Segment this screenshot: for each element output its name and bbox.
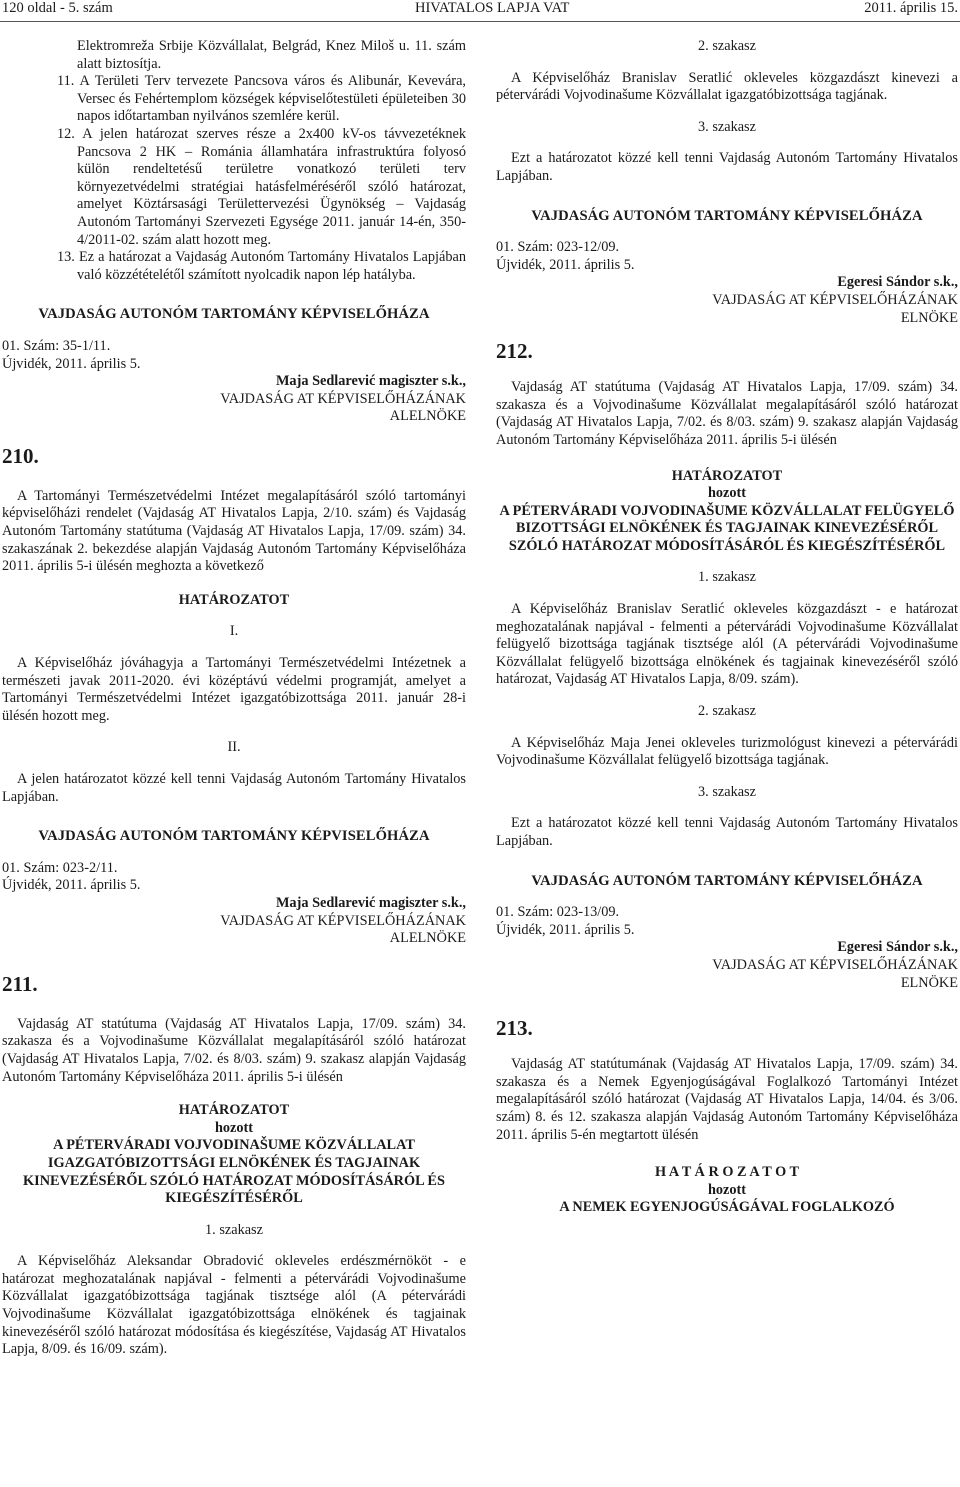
- signatory-title: VAJDASÁG AT KÉPVISELŐHÁZÁNAK: [220, 390, 466, 407]
- left-column: [2, 38, 466, 1359]
- decision-heading: HATÁROZATOT: [178, 1102, 290, 1119]
- continued-text: Elektromreža Srbije Közvállalat, Belgrád, Knez Miloš u. 11. szám alatt biztosítja.: [77, 38, 466, 72]
- item-number: 11.: [57, 73, 75, 90]
- reference-date: Újvidék, 2011. április 5.: [2, 355, 141, 372]
- document-number: 212.: [496, 339, 533, 364]
- decision-hozott: hozott: [707, 485, 747, 502]
- item-text: A jelen határozat szerves része a 2x400 kV-os távvezetéknek Pancsova 2 HK – Románia államhatára infrastruktúra folyosó külön rendeltetésű területre vonatkozó területi terv környezetvédelmi stratégiai hatásfelméréséről szóló határozat, amelyet Köztársasági Területtervezési Ügynökség – Vajdaság Autonóm Tartományi Szervezeti Egysége 2011. január 14-én, 350-4/2011-02. szám alatt hozott meg.: [77, 125, 466, 248]
- authority-heading: VAJDASÁG AUTONÓM TARTOMÁNY KÉPVISELŐHÁZA: [38, 828, 430, 845]
- signatory-name: Egeresi Sándor s.k.,: [837, 939, 958, 956]
- decision-hozott: hozott: [214, 1119, 254, 1136]
- section-heading: 2. szakasz: [698, 38, 756, 54]
- section-text: Ezt a határozatot közzé kell tenni Vajdaság Autonóm Tartomány Hivatalos Lapjában.: [496, 815, 958, 849]
- issue-date: 2011. április 15.: [864, 0, 958, 16]
- preamble: Vajdaság AT statútuma (Vajdaság AT Hivatalos Lapja, 17/09. szám) 34. szakasza és a Vojvodinašume Közvállalat megalapításáról szóló határozat (Vajdaság AT Hivatalos Lapja, 7/02. és 8/03. szám) 9. szakasz alapján Vajdaság Autonóm Tartomány Képviselőháza 2011. április 5-i ülésén: [496, 379, 958, 448]
- signatory-title: VAJDASÁG AT KÉPVISELŐHÁZÁNAK: [712, 291, 958, 308]
- page-header: [0, 0, 960, 20]
- preamble: A Tartományi Természetvédelmi Intézet megalapításáról szóló tartományi képviselőházi rendelet (Vajdaság AT Hivatalos Lapja, 2/10. szám) és Vajdaság Autonóm Tartomány statútuma (Vajdaság AT Hivatalos Lapja, 17/09. szám) 34. szakaszának 2. bekezdése alapján Vajdaság Autonóm Tartomány Képviselőháza 2011. április 5-i ülésén meghozta a következő: [2, 487, 466, 575]
- section-roman: I.: [229, 623, 239, 640]
- signatory-name: Egeresi Sándor s.k.,: [837, 274, 958, 291]
- decision-title: A PÉTERVÁRADI VOJVODINAŠUME KÖZVÁLLALAT IGAZGATÓBIZOTTSÁGI ELNÖKÉNEK ÉS TAGJAINAK KINEVEZÉSÉRŐL SZÓLÓ HATÁROZAT MÓDOSÍTÁSÁRÓL ÉS KIEGÉSZÍTÉSÉRŐL: [23, 1137, 445, 1207]
- item-12: [2, 126, 466, 249]
- decision-heading: HATÁROZATOT: [671, 467, 783, 484]
- signatory-name: Maja Sedlarević magiszter s.k.,: [275, 894, 466, 911]
- item-number: 13.: [57, 249, 75, 266]
- section-text: A Képviselőház Maja Jenei okleveles turizmológust kinevezi a pétervárádi Vojvodinašume Közvállalat felügyelő bizottsága tagjának.: [496, 734, 958, 769]
- section-heading: 2. szakasz: [698, 703, 756, 720]
- preamble: Vajdaság AT statútumának (Vajdaság AT Hivatalos Lapja, 17/09. szám) 34. szakasza és a Nemek Egyenjogúságával Foglalkozó Tartományi Intézet megalapításáról szóló határozat (Vajdaság AT Hivatalos Lapja, 14/04. és 3/06. szám) 8. és 12. szakasza alapján Vajdaság Autonóm Tartomány Képviselőháza 2011. április 5-én megtartott ülésén: [496, 1056, 958, 1143]
- item-text: Ez a határozat a Vajdaság Autonóm Tartomány Hivatalos Lapjában való közzétételétől számított nyolcadik napon lép hatályba.: [77, 249, 466, 283]
- document-number: 210.: [2, 443, 39, 468]
- decision-title: A PÉTERVÁRADI VOJVODINAŠUME KÖZVÁLLALAT FELÜGYELŐ BIZOTTSÁGI ELNÖKÉNEK ÉS TAGJAINAK KINEVEZÉSÉRŐL SZÓLÓ HATÁROZAT MÓDOSÍTÁSÁRÓL ÉS KIEGÉSZÍTÉSÉRŐL: [499, 502, 955, 554]
- authority-heading: VAJDASÁG AUTONÓM TARTOMÁNY KÉPVISELŐHÁZA: [38, 306, 430, 323]
- reference-date: Újvidék, 2011. április 5.: [2, 877, 141, 894]
- decision-title: A NEMEK EGYENJOGÚSÁGÁVAL FOGLALKOZÓ: [559, 1199, 895, 1216]
- section-heading: 1. szakasz: [698, 569, 756, 586]
- authority-heading: VAJDASÁG AUTONÓM TARTOMÁNY KÉPVISELŐHÁZA: [531, 207, 923, 224]
- header-rule: [0, 21, 960, 22]
- section-text: A jelen határozatot közzé kell tenni Vajdaság Autonóm Tartomány Hivatalos Lapjában.: [2, 771, 466, 805]
- section-text: A Képviselőház Branislav Seratlić okleveles közgazdászt kinevezi a pétervárádi Vojvodinašume Közvállalat igazgatóbizottsága tagjának.: [496, 69, 958, 104]
- reference-number: 01. Szám: 023-13/09.: [496, 904, 620, 921]
- document-number: 211.: [2, 971, 38, 996]
- reference-number: 01. Szám: 35-1/11.: [2, 337, 111, 354]
- page-number: 120 oldal - 5. szám: [2, 0, 113, 16]
- decision-heading: H A T Á R O Z A T O T: [654, 1164, 800, 1181]
- section-heading: 1. szakasz: [205, 1221, 263, 1238]
- preamble: Vajdaság AT statútuma (Vajdaság AT Hivatalos Lapja, 17/09. szám) 34. szakasza és a Vojvodinašume Közvállalat megalapításáról szóló határozat (Vajdaság AT Hivatalos Lapja, 7/02. és 8/03. szám) 9. szakasz alapján Vajdaság Autonóm Tartomány Képviselőháza 2011. április 5-i ülésén: [2, 1015, 466, 1085]
- item-number: 12.: [57, 125, 75, 142]
- authority-heading: VAJDASÁG AUTONÓM TARTOMÁNY KÉPVISELŐHÁZA: [531, 872, 923, 889]
- item-11: [2, 73, 466, 126]
- decision-heading: HATÁROZATOT: [178, 591, 290, 608]
- signatory-title: VAJDASÁG AT KÉPVISELŐHÁZÁNAK: [220, 912, 466, 929]
- reference-date: Újvidék, 2011. április 5.: [496, 256, 635, 273]
- section-text: A Képviselőház jóváhagyja a Tartományi Természetvédelmi Intézetnek a természeti javak 2011-2020. évi középtávú védelmi programját, amelyet a Tartományi Természetvédelmi Intézet igazgatóbizottsága 2011. január 28-i ülésén hozott meg.: [2, 655, 466, 724]
- journal-title: HIVATALOS LAPJA VAT: [415, 0, 570, 16]
- right-column: [496, 38, 958, 1217]
- signatory-role: ALELNÖKE: [389, 930, 466, 947]
- section-heading: 3. szakasz: [698, 118, 756, 135]
- signatory-role: ALELNÖKE: [389, 408, 466, 425]
- item-text: A Területi Terv tervezete Pancsova város és Alibunár, Kevevára, Versec és Fehértemplom községek képviselőtestületi épületeiben 30 napos időtartamban nyilvános szemlére kerül.: [77, 73, 466, 125]
- section-text: A Képviselőház Branislav Seratlić okleveles közgazdászt - e határozat meghozatalának napjával - felmenti a pétervárádi Vojvodinašume Közvállalat felügyelő bizottsága tagjának tisztsége alól (A pétervárádi Vojvodinašume Közvállalat felügyelő bizottsága elnökének és tagjainak kinevezéséről szóló határozat, Vajdaság AT Hivatalos Lapja, 8/09. szám).: [496, 601, 958, 688]
- signatory-title: VAJDASÁG AT KÉPVISELŐHÁZÁNAK: [712, 956, 958, 973]
- item-13: [2, 249, 466, 284]
- document-number: 213.: [496, 1016, 533, 1041]
- reference-date: Újvidék, 2011. április 5.: [496, 921, 635, 938]
- section-heading: 3. szakasz: [698, 783, 756, 800]
- section-text: Ezt a határozatot közzé kell tenni Vajdaság Autonóm Tartomány Hivatalos Lapjában.: [496, 150, 958, 184]
- reference-number: 01. Szám: 023-12/09.: [496, 239, 620, 256]
- signatory-name: Maja Sedlarević magiszter s.k.,: [275, 373, 466, 390]
- reference-number: 01. Szám: 023-2/11.: [2, 859, 118, 876]
- decision-hozott: hozott: [707, 1181, 747, 1198]
- section-roman: II.: [227, 739, 241, 756]
- section-text: A Képviselőház Aleksandar Obradović okleveles erdészmérnököt - e határozat meghozatalának napjával - felmenti a pétervárádi Vojvodinašume Közvállalat igazgatóbizottsága tagjának tisztsége alól (A pétervárádi Vojvodinašume Közvállalat igazgatóbizottsága elnökének és tagjainak kinevezéséről szóló határozat módosítása és kiegészítése, Vajdaság AT Hivatalos Lapja, 8/09. és 16/09. szám).: [2, 1253, 466, 1358]
- signatory-role: ELNÖKE: [900, 309, 958, 326]
- signatory-role: ELNÖKE: [900, 974, 958, 991]
